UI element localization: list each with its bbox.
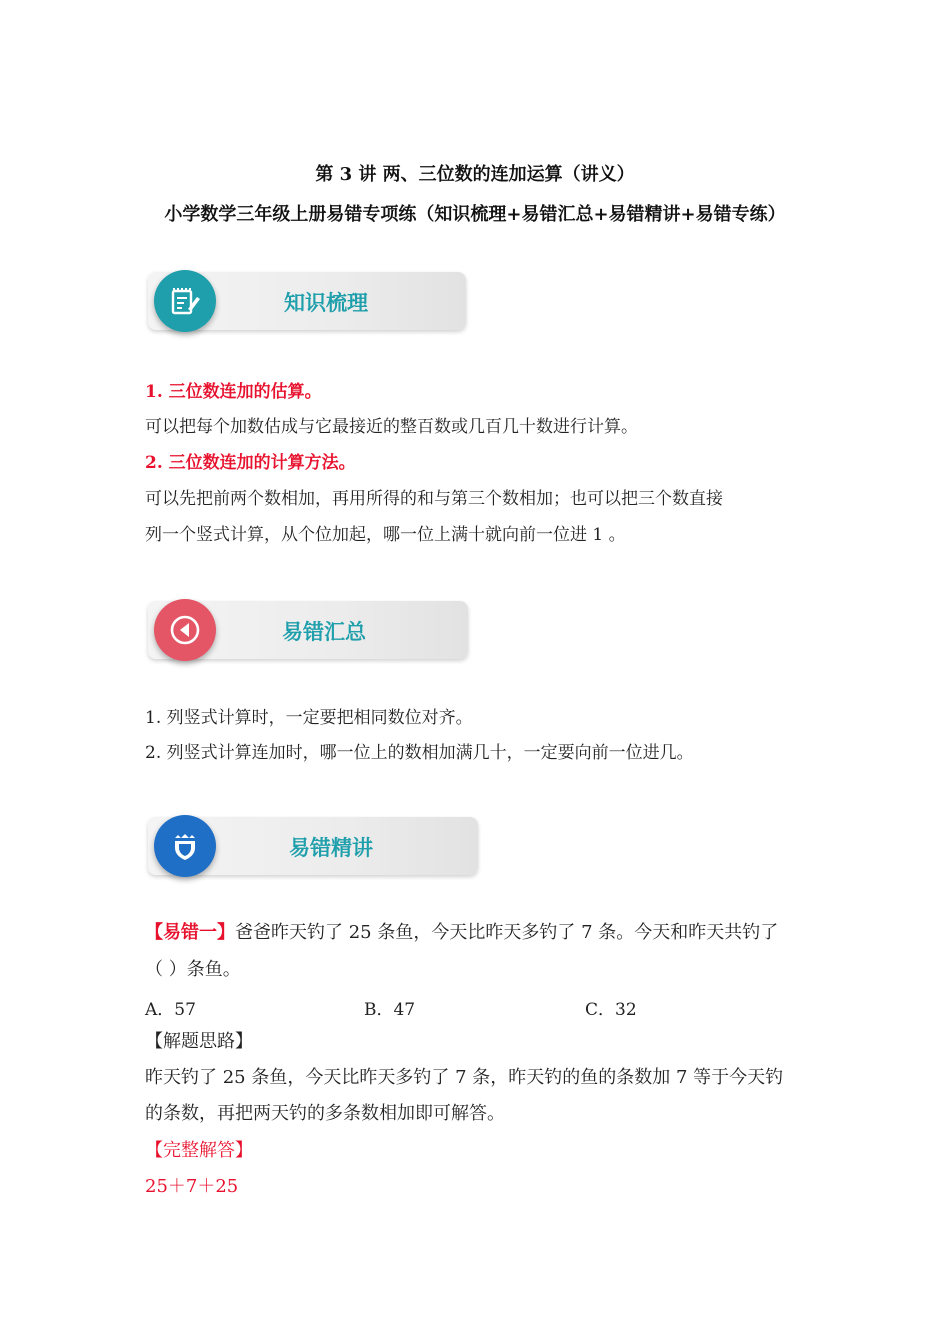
- notepad-pencil-icon: [154, 270, 216, 332]
- knowledge-paragraph-2b: 列一个竖式计算，从个位加起，哪一位上满十就向前一位进 1 。: [145, 525, 626, 545]
- problem-text-b: （ ）条鱼。: [145, 959, 241, 980]
- section-label-errors: 易错汇总: [282, 620, 366, 644]
- thinking-title: 【解题思路】: [145, 1031, 253, 1052]
- option-a: A．57: [145, 1000, 196, 1020]
- problem-tag: 【易错一】: [145, 922, 235, 943]
- problem-line-1: [145, 921, 778, 945]
- errors-item-2: 2. 列竖式计算连加时，哪一位上的数相加满几十，一定要向前一位进几。: [145, 743, 694, 763]
- page-subtitle: 小学数学三年级上册易错专项练（知识梳理+易错汇总+易错精讲+易错专练）: [164, 204, 786, 225]
- page-title: 第 3 讲 两、三位数的连加运算（讲义）: [315, 164, 635, 185]
- shield-crown-icon: [154, 815, 216, 877]
- section-banner-knowledge: [148, 272, 466, 330]
- thinking-line-a: 昨天钓了 25 条鱼，今天比昨天多钓了 7 条，昨天钓的鱼的条数加 7 等于今天钓: [145, 1067, 784, 1088]
- problem-text-a: 爸爸昨天钓了 25 条鱼，今天比昨天多钓了 7 条。今天和昨天共钓了: [235, 922, 779, 943]
- answer-title: 【完整解答】: [145, 1140, 253, 1161]
- section-banner-errors: [148, 601, 468, 659]
- knowledge-paragraph-1: 可以把每个加数估成与它最接近的整百数或几百几十数进行计算。: [145, 417, 638, 437]
- knowledge-paragraph-2a: 可以先把前两个数相加，再用所得的和与第三个数相加；也可以把三个数直接: [145, 489, 723, 509]
- option-b: B．47: [364, 1000, 416, 1020]
- knowledge-heading-2: 2. 三位数连加的计算方法。: [145, 453, 356, 473]
- knowledge-heading-1: 1. 三位数连加的估算。: [145, 382, 322, 402]
- section-label-explain: 易错精讲: [289, 836, 373, 860]
- section-label-knowledge: 知识梳理: [284, 291, 368, 315]
- play-back-icon: [154, 599, 216, 661]
- section-banner-explain: [148, 817, 478, 875]
- answer-expression: 25＋7＋25: [145, 1176, 239, 1197]
- errors-item-1: 1. 列竖式计算时，一定要把相同数位对齐。: [145, 708, 473, 728]
- thinking-line-b: 的条数，再把两天钓的多条数相加即可解答。: [145, 1103, 505, 1124]
- option-c: C．32: [585, 1000, 637, 1020]
